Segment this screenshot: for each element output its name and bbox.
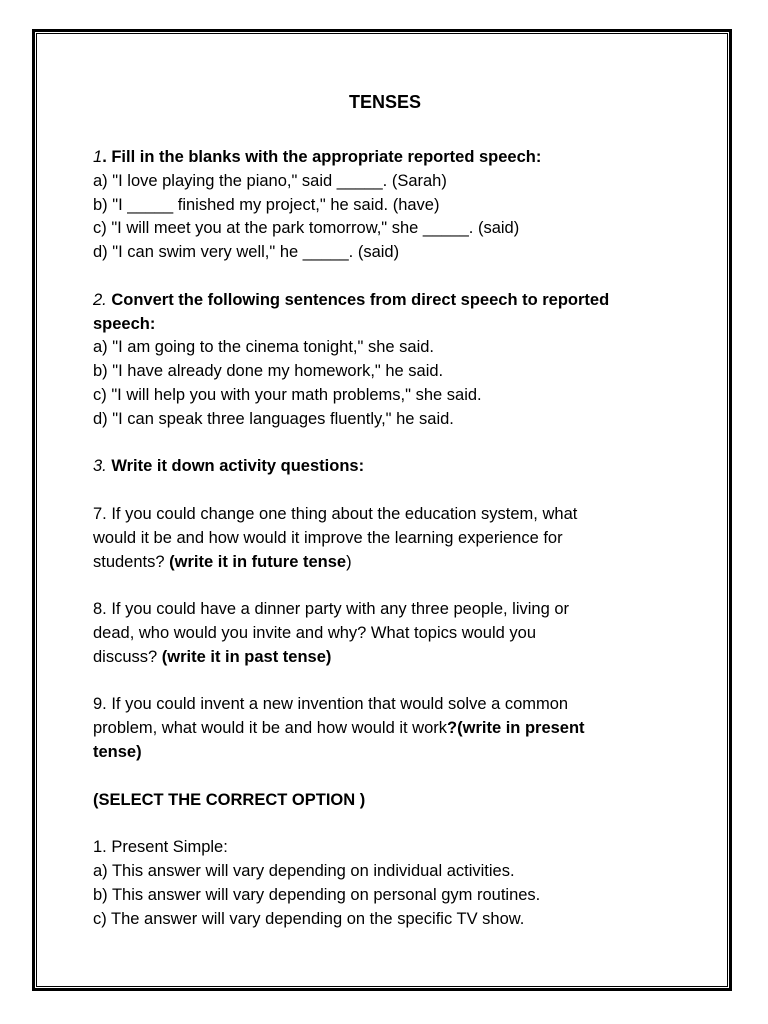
question-7-line-1: 7. If you could change one thing about the education system, what — [93, 504, 578, 523]
section-2-heading-continued: speech: — [93, 314, 156, 333]
section-1-heading — [93, 146, 693, 170]
section-1-item-a: a) "I love playing the piano," said _____. (Sarah) — [93, 171, 447, 190]
question-8-line-2: dead, who would you invite and why? What topics would you — [93, 623, 537, 642]
select-option-section — [93, 789, 693, 813]
section-2-item-a: a) "I am going to the cinema tonight," she said. — [93, 338, 434, 357]
section-2-item-c: c) "I will help you with your math problems," she said. — [93, 385, 482, 404]
question-7-text-end: students? — [93, 552, 170, 571]
section-3-heading-text: Write it down activity questions: — [106, 457, 365, 476]
question-8 — [93, 598, 693, 669]
section-3-number: 3. — [93, 457, 107, 476]
question-7-close-paren: ) — [346, 552, 352, 571]
section-2-heading — [93, 289, 693, 313]
present-simple-option-b: b) This answer will vary depending on personal gym routines. — [93, 885, 541, 904]
section-2-heading-text: Convert the following sentences from direct speech to reported — [106, 290, 610, 309]
section-1-item-d: d) "I can swim very well," he _____. (said) — [93, 243, 400, 262]
question-9-instruction: ?(write in present — [447, 719, 585, 738]
question-7-line-3 — [93, 551, 693, 575]
section-1 — [93, 146, 693, 265]
page-title: TENSES — [348, 92, 422, 112]
section-1-item-c: c) "I will meet you at the park tomorrow," she _____. (said) — [93, 219, 520, 238]
question-7 — [93, 503, 693, 574]
section-2 — [93, 289, 693, 432]
question-9 — [93, 693, 693, 764]
question-9-line-1: 9. If you could invent a new invention that would solve a common — [93, 695, 569, 714]
section-2-item-b: b) "I have already done my homework," he said. — [93, 362, 444, 381]
worksheet-content — [93, 90, 693, 931]
question-7-instruction: (write it in future tense — [169, 552, 347, 571]
section-3-heading — [93, 455, 693, 479]
present-simple-heading: 1. Present Simple: — [93, 838, 228, 857]
question-9-line-2 — [93, 717, 693, 741]
question-8-text-end: discuss? — [93, 647, 162, 666]
section-2-number: 2. — [93, 290, 107, 309]
present-simple-option-a: a) This answer will vary depending on individual activities. — [93, 861, 515, 880]
present-simple-option-c: c) The answer will vary depending on the specific TV show. — [93, 909, 525, 928]
question-9-instruction-continued: tense) — [93, 742, 142, 761]
section-1-heading-text: . Fill in the blanks with the appropriate reported speech: — [102, 148, 542, 166]
section-1-item-b: b) "I _____ finished my project," he said. (have) — [93, 195, 440, 214]
section-1-number: 1 — [93, 148, 103, 166]
question-9-text-end: problem, what would it be and how would it work — [93, 719, 448, 738]
section-3 — [93, 455, 693, 479]
present-simple-section — [93, 836, 693, 931]
question-7-line-2: would it be and how would it improve the learning experience for — [93, 528, 563, 547]
question-8-line-1: 8. If you could have a dinner party with any three people, living or — [93, 600, 570, 619]
question-8-line-3 — [93, 646, 693, 670]
section-2-item-d: d) "I can speak three languages fluently," he said. — [93, 409, 454, 428]
question-8-instruction: (write it in past tense) — [161, 647, 332, 666]
select-option-heading: (SELECT THE CORRECT OPTION ) — [93, 790, 366, 809]
